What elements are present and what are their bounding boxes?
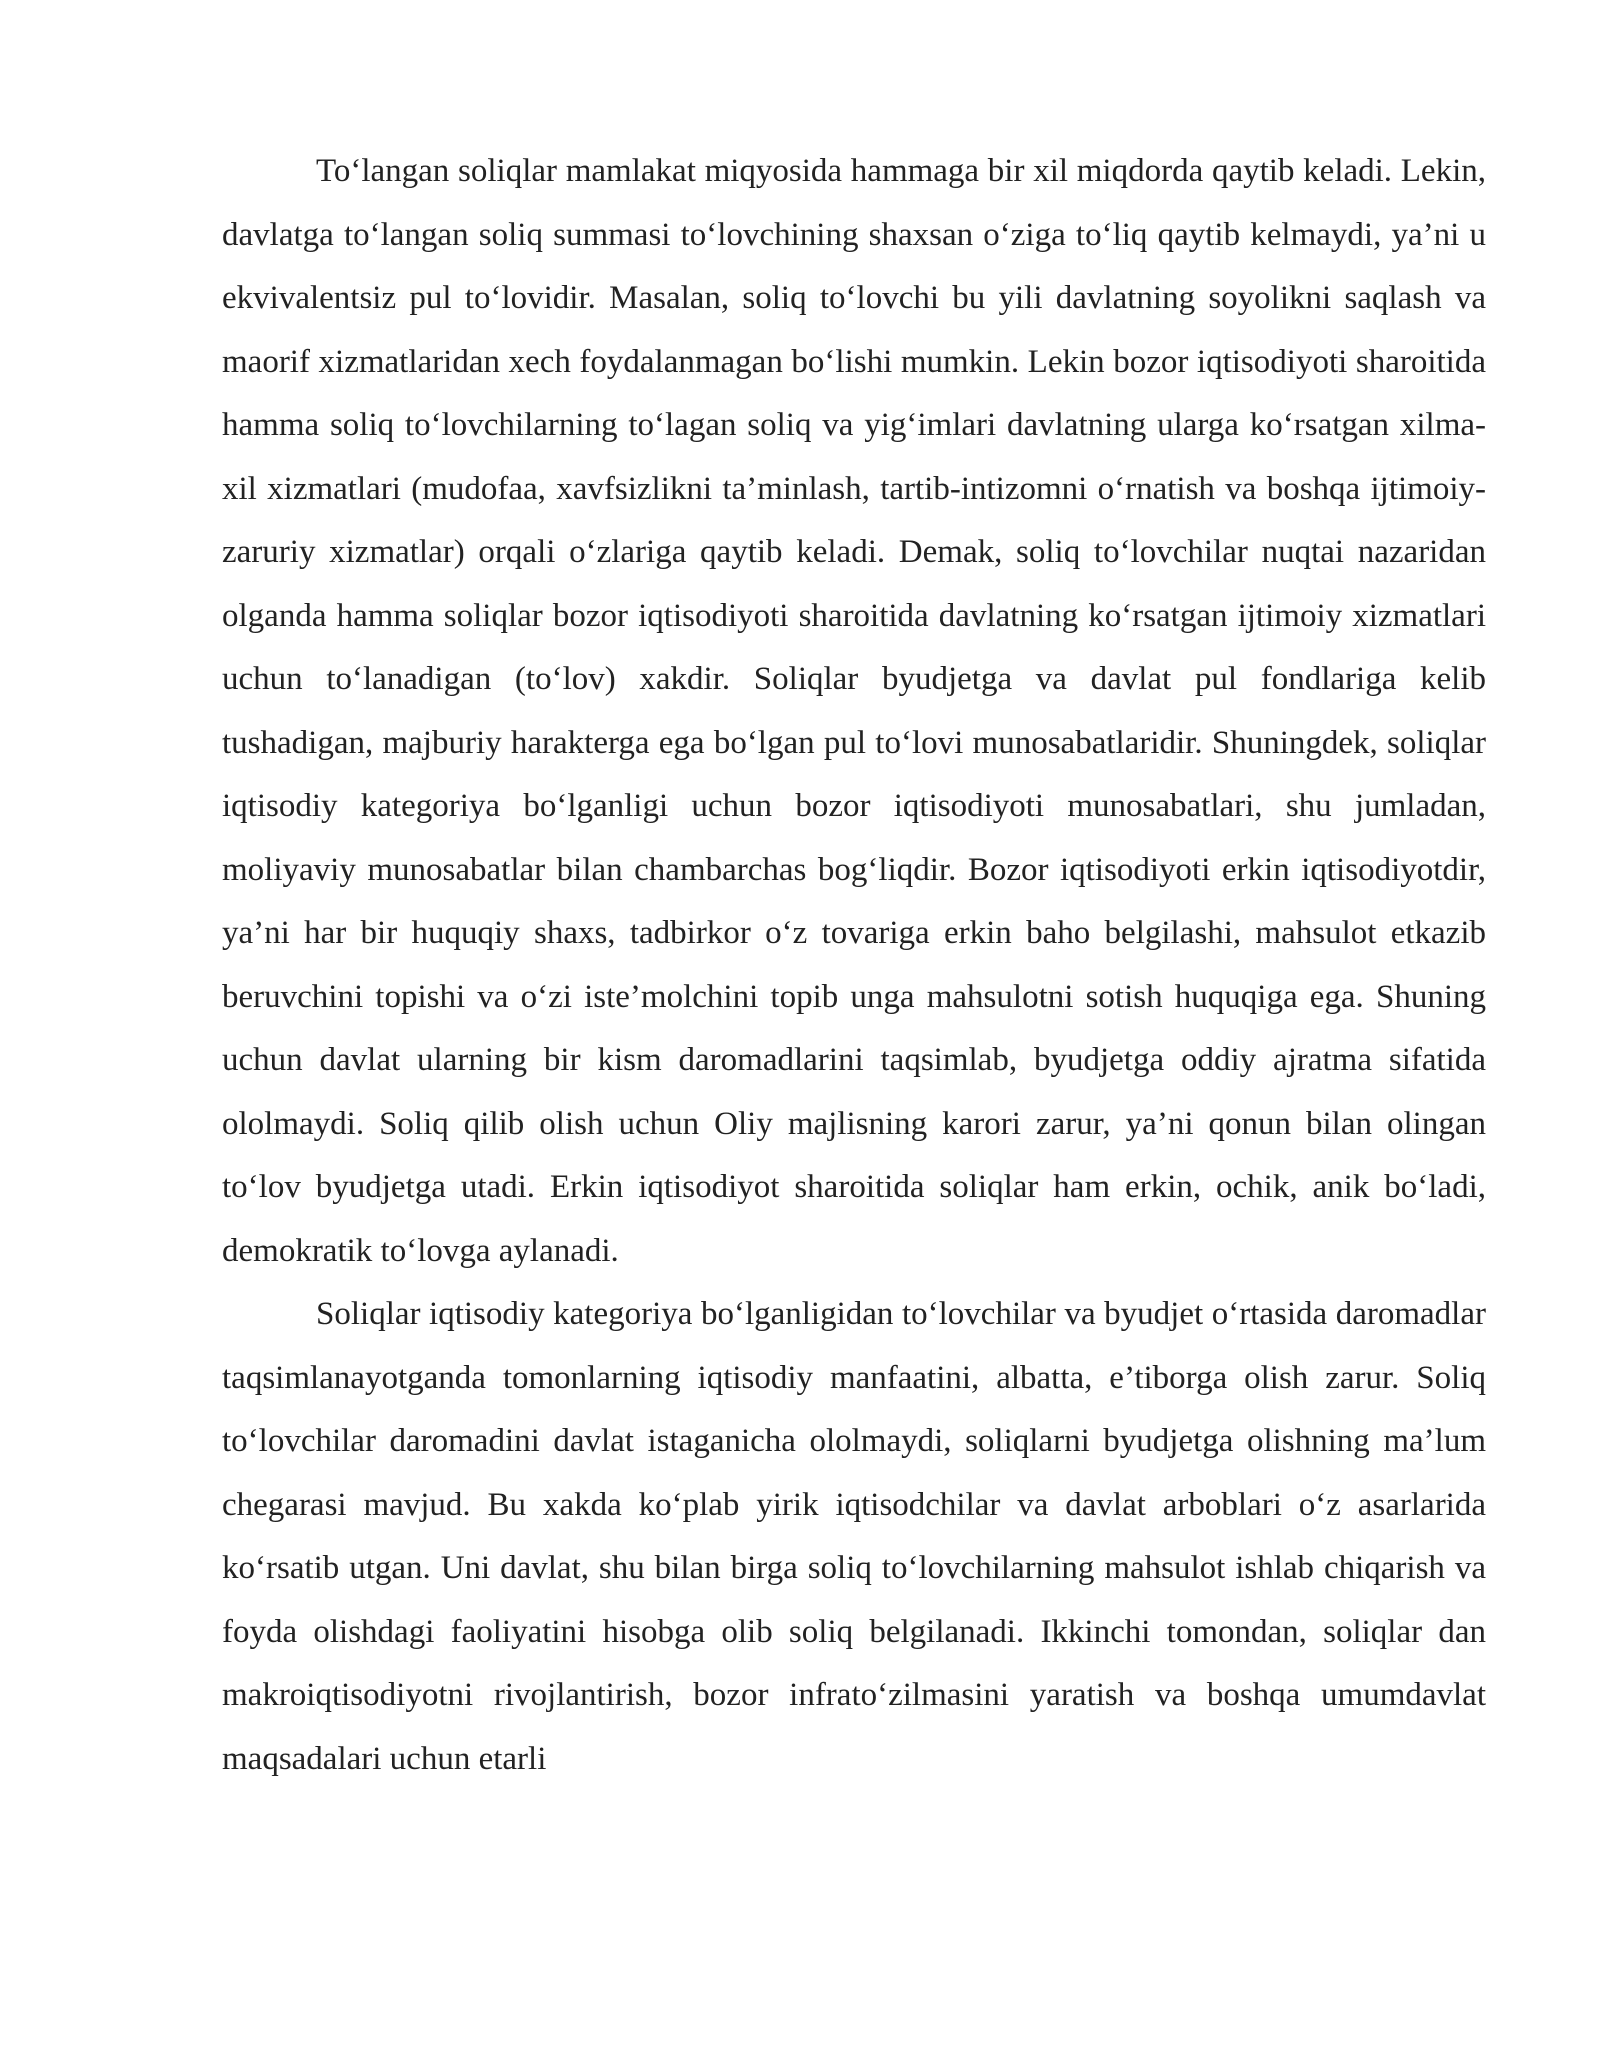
paragraph-1: To‘langan soliqlar mamlakat miqyosida hammaga bir xil miqdorda qaytib keladi. Lekin, davlatga to‘langan soliq summasi to‘lovchining shaxsan o‘ziga to‘liq qaytib kelmaydi, ya’ni u ekvivalentsiz pul to‘lovidir. Masalan, soliq to‘lovchi bu yili davlatning soyolikni saqlash va maorif xizmatlaridan xech foydalanmagan bo‘lishi mumkin. Lekin bozor iqtisodiyoti sharoitida hamma soliq to‘lovchilarning to‘lagan soliq va yig‘imlari davlatning ularga ko‘rsatgan xilma-xil xizmatlari (mudofaa, xavfsizlikni ta’minlash, tartib-intizomni o‘rnatish va boshqa ijtimoiy-zaruriy xizmatlar) orqali o‘zlariga qaytib keladi. Demak, soliq to‘lovchilar nuqtai nazaridan olganda hamma soliqlar bozor iqtisodiyoti sharoitida davlatning ko‘rsatgan ijtimoiy xizmatlari uchun to‘lanadigan (to‘lov) xakdir. Soliqlar byudjetga va davlat pul fondlariga kelib tushadigan, majburiy harakterga ega bo‘lgan pul to‘lovi munosabatlaridir. Shuningdek, soliqlar iqtisodiy kategoriya bo‘lganligi uchun bozor iqtisodiyoti munosabatlari, shu jumladan, moliyaviy munosabatlar bilan chambarchas bog‘liqdir. Bozor iqtisodiyoti erkin iqtisodiyotdir, ya’ni har bir huquqiy shaxs, tadbirkor o‘z tovariga erkin baho belgilashi, mahsulot etkazib beruvchini topishi va o‘zi iste’molchini topib unga mahsulotni sotish huquqiga ega. Shuning uchun davlat ularning bir kism daromadlarini taqsimlab, byudjetga oddiy ajratma sifatida ololmaydi. Soliq qilib olish uchun Oliy majlisning karori zarur, ya’ni qonun bilan olingan to‘lov byudjetga utadi. Erkin iqtisodiyot sharoitida soliqlar ham erkin, ochik, anik bo‘ladi, demokratik to‘lovga aylanadi. — [222, 153, 1486, 1269]
paragraph-2: Soliqlar iqtisodiy kategoriya bo‘lganligidan to‘lovchilar va byudjet o‘rtasida daromadlar taqsimlanayotganda tomonlarning iqtisodiy manfaatini, albatta, e’tiborga olish zarur. Soliq to‘lovchilar daromadini davlat istaganicha ololmaydi, soliqlarni byudjetga olishning ma’lum chegarasi mavjud. Bu xakda ko‘plab yirik iqtisodchilar va davlat arboblari o‘z asarlarida ko‘rsatib utgan. Uni davlat, shu bilan birga soliq to‘lovchilarning mahsulot ishlab chiqarish va foyda olishdagi faoliyatini hisobga olib soliq belgilanadi. Ikkinchi tomondan, soliqlar dan makroiqtisodiyotni rivojlantirish, bozor infrato‘zilmasini yaratish va boshqa umumdavlat maqsadalari uchun etarli — [222, 1296, 1486, 1777]
document-body — [222, 140, 1486, 1791]
